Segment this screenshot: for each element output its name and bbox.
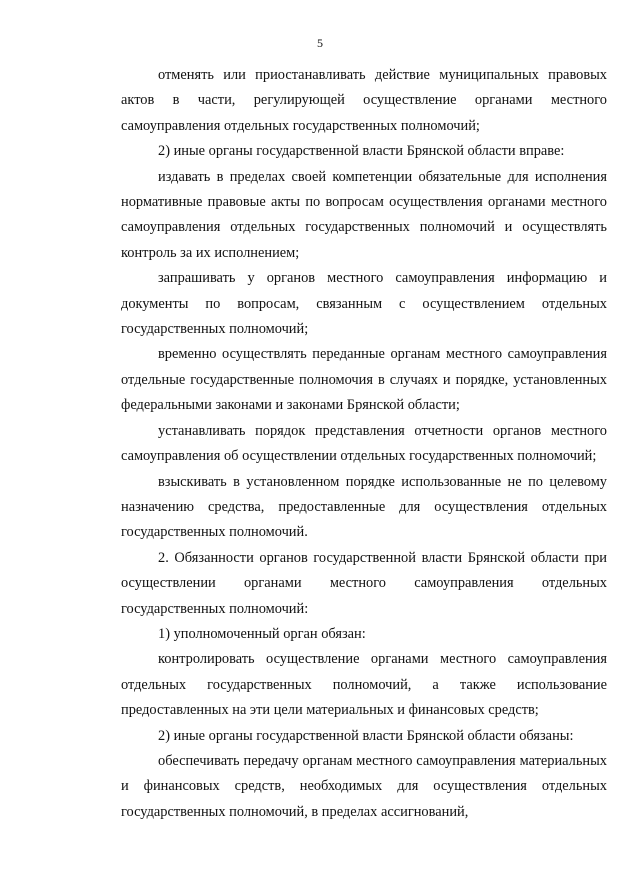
paragraph-8: 2. Обязанности органов государственной власти Брянской области при осуществлении органами местного самоуправления отдельных государственных полномочий: [121, 549, 607, 617]
paragraph-10: контролировать осуществление органами местного самоуправления отдельных государственных полномочий, а также использование предоставленных на эти цели материальных и финансовых средств; [121, 651, 607, 719]
document-body [121, 63, 607, 825]
paragraph-3: издавать в пределах своей компетенции обязательные для исполнения нормативные правовые акты по вопросам осуществления органами местного самоуправления отдельных государственных полномочий и осуществлять контроль за их исполнением; [121, 168, 607, 261]
paragraph-12: обеспечивать передачу органам местного самоуправления материальных и финансовых средств, необходимых для осуществления отдельных государственных полномочий, в пределах ассигнований, [121, 752, 607, 820]
paragraph-2: 2) иные органы государственной власти Брянской области вправе: [158, 143, 565, 160]
paragraph-5: временно осуществлять переданные органам местного самоуправления отдельные государственные полномочия в случаях и порядке, установленных федеральными законами и законами Брянской области; [121, 346, 607, 414]
paragraph-1: отменять или приостанавливать действие муниципальных правовых актов в части, регулирующей осуществление органами местного самоуправления отдельных государственных полномочий; [121, 67, 607, 134]
page-number: 5 [317, 36, 323, 50]
paragraph-7: взыскивать в установленном порядке использованные не по целевому назначению средства, предоставленные для осуществления отдельных государственных полномочий. [121, 473, 607, 541]
paragraph-9: 1) уполномоченный орган обязан: [158, 625, 366, 642]
paragraph-11: 2) иные органы государственной власти Брянской области обязаны: [158, 727, 574, 744]
paragraph-4: запрашивать у органов местного самоуправления информацию и документы по вопросам, связанным с осуществлением отдельных государственных полномочий; [121, 270, 607, 338]
paragraph-6: устанавливать порядок представления отчетности органов местного самоуправления об осуществлении отдельных государственных полномочий; [121, 422, 607, 465]
